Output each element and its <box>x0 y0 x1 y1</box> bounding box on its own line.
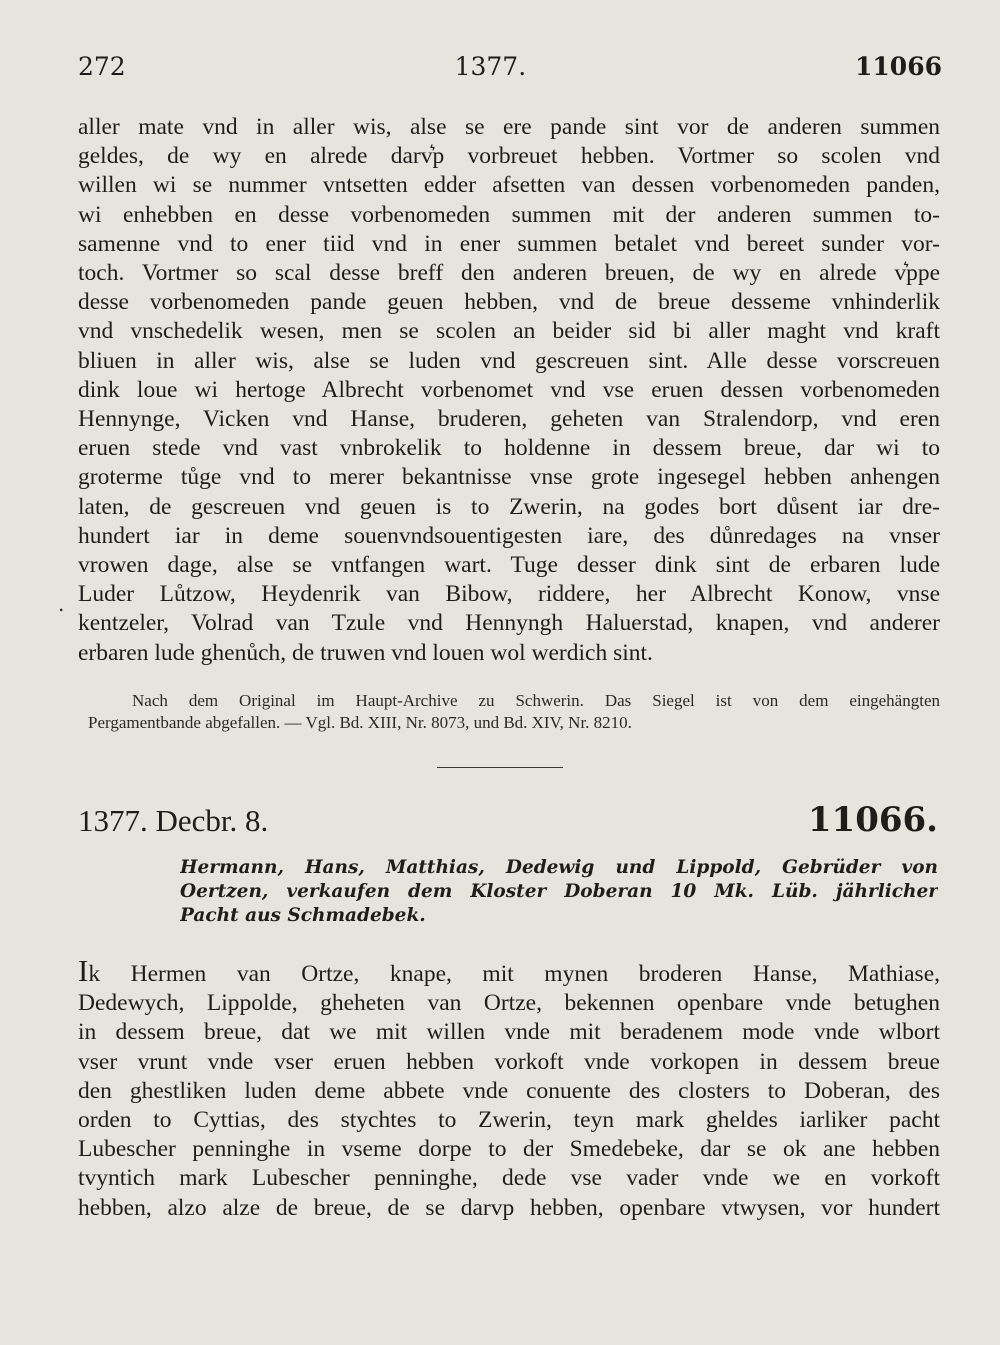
text-line: vrowen dage, alse se vntfangen wart. Tuge desser dink sint de erbaren lude <box>78 552 940 579</box>
section-separator <box>437 767 563 768</box>
document-heading <box>78 800 938 844</box>
text-line: in dessem breue, dat we mit willen vnde mit beradenem mode vnde wlbort <box>78 1019 940 1046</box>
text-line: toch. Vortmer so scal desse breff den anderen breuen, de wy en alrede v͛ppe <box>78 260 940 287</box>
text-line: desse vorbenomeden pande geuen hebben, vnd de breue desseme vnhinderlik <box>78 289 940 316</box>
document-summary <box>180 856 938 928</box>
summary-line: Pacht aus Schmadebek. <box>180 905 426 926</box>
text-line: willen wi se nummer vntsetten edder afsetten van dessen vorbenomeden panden, <box>78 172 940 199</box>
text-line: den ghestliken luden deme abbete vnde conuente des closters to Doberan, des <box>78 1077 940 1104</box>
text-line: Lubescher penninghe in vseme dorpe to der Smedebeke, dar se ok ane hebben <box>78 1136 940 1163</box>
charter-text <box>78 956 940 1223</box>
text-line: orden to Cyttias, des stychtes to Zwerin, teyn mark gheldes iarliker pacht <box>78 1107 940 1134</box>
text-line: bliuen in aller wis, alse se luden vnd gescreuen sint. Alle desse vorscreuen <box>78 347 940 374</box>
text-line: tvyntich mark Lubescher penninghe, dede vse vader vnde we en vorkoft <box>78 1165 940 1192</box>
header-document-number: 11066 <box>855 52 942 81</box>
page-number: 272 <box>78 52 126 81</box>
text-line: hundert iar in deme souenvndsouentigesten iare, des důnredages na vnser <box>78 522 940 549</box>
text-line: erbaren lude ghenůch, de truwen vnd louen wol werdich sint. <box>78 639 653 666</box>
text-line: groterme tůge vnd to merer bekantnisse vnse grote ingesegel hebben anhengen <box>78 464 940 491</box>
text-line: kentzeler, Volrad van Tzule vnd Hennyngh Haluerstad, knapen, vnd anderer <box>78 610 940 637</box>
margin-mark: . <box>58 592 65 616</box>
document-date: 1377. Decbr. 8. <box>78 803 269 838</box>
header-year: 1377. <box>454 52 527 81</box>
text-line: wi enhebben en desse vorbenomeden summen mit der anderen summen to- <box>78 201 940 228</box>
summary-line: Hermann, Hans, Matthias, Dedewig und Lippold, Gebrüder von <box>180 857 938 878</box>
text-line: geldes, de wy en alrede darv͛p vorbreuet hebben. Vortmer so scolen vnd <box>78 143 940 170</box>
page-header <box>78 52 942 88</box>
text-line: dink loue wi hertoge Albrecht vorbenomet vnd vse eruen dessen vorbenomeden <box>78 376 940 403</box>
text-line: Dedewych, Lippolde, gheheten van Ortze, bekennen openbare vnde betughen <box>78 990 940 1017</box>
text-line: Luder Lůtzow, Heydenrik van Bibow, riddere, her Albrecht Konow, vnse <box>78 581 940 608</box>
text-line: vser vrunt vnde vser eruen hebben vorkoft vnde vorkopen in dessem breue <box>78 1048 940 1075</box>
text-line: aller mate vnd in aller wis, alse se ere pande sint vor de anderen summen <box>78 114 940 140</box>
source-note-line: Nach dem Original im Haupt-Archive zu Schwerin. Das Siegel ist von dem eingehängten <box>132 691 940 710</box>
source-note <box>88 690 940 734</box>
text-line: samenne vnd to ener tiid vnd in ener summen betalet vnd bereet sunder vor- <box>78 230 940 257</box>
text-line: Hennynge, Vicken vnd Hanse, bruderen, geheten van Stralendorp, vnd eren <box>78 406 940 433</box>
drop-capital: I <box>78 956 89 988</box>
text-line-first <box>78 956 940 989</box>
text-line: eruen stede vnd vast vnbrokelik to holdenne in dessem breue, dar wi to <box>78 435 940 462</box>
first-line-text: k Hermen van Ortze, knape, mit mynen broderen Hanse, Mathiase, <box>88 961 940 987</box>
charter-text-continued <box>78 113 940 668</box>
text-line: hebben, alzo alze de breue, de se darvp hebben, openbare vtwysen, vor hundert <box>78 1194 940 1221</box>
document-number: 11066. <box>807 800 938 840</box>
source-note-line: Pergamentbande abgefallen. — Vgl. Bd. XIII, Nr. 8073, und Bd. XIV, Nr. 8210. <box>88 713 632 732</box>
summary-line: Oertzen, verkaufen dem Kloster Doberan 10 Mk. Lüb. jährlicher <box>180 881 938 902</box>
text-line: vnd vnschedelik wesen, men se scolen an beider sid bi aller maght vnd kraft <box>78 318 940 345</box>
text-line: laten, de gescreuen vnd geuen is to Zwerin, na godes bort důsent iar dre- <box>78 493 940 520</box>
